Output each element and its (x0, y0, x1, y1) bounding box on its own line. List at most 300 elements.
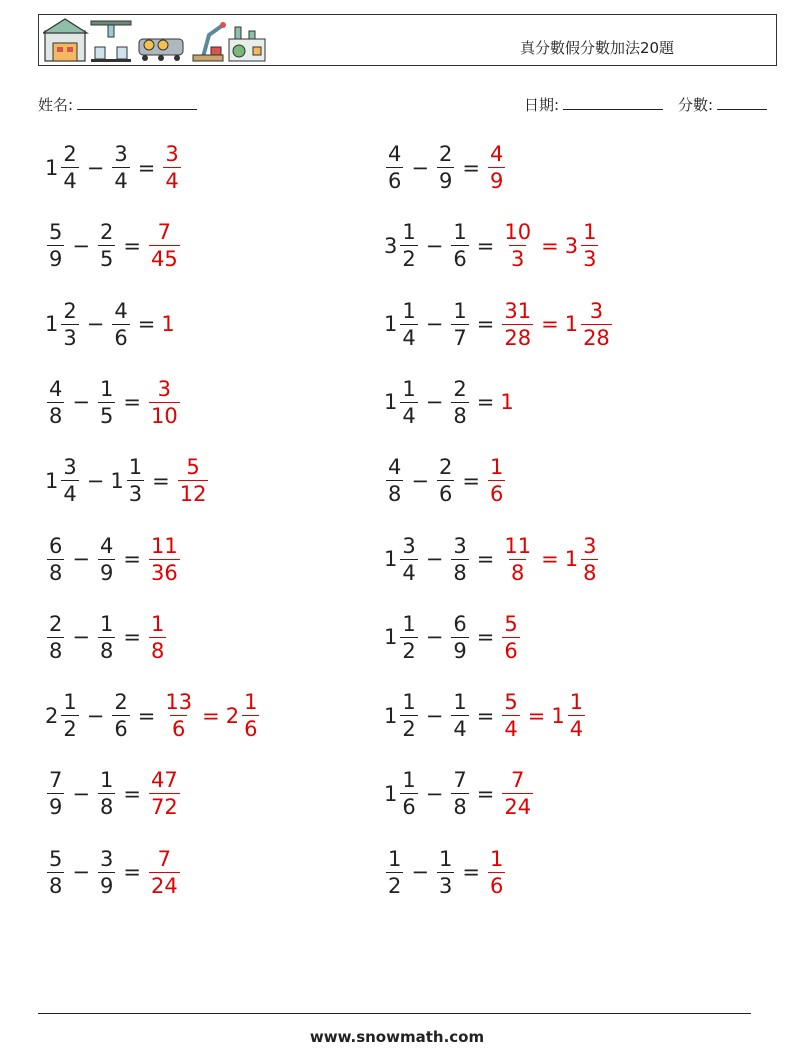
minus-sign: − (425, 703, 444, 728)
robot-arm-icon (193, 22, 226, 61)
operand-b-fraction (98, 533, 115, 585)
operand-a-numerator: 2 (63, 142, 77, 166)
operand-a-denominator: 8 (49, 403, 63, 428)
operand-a-fraction (47, 533, 64, 585)
operand-a-denominator: 6 (388, 169, 402, 193)
name-blank[interactable] (77, 94, 197, 110)
answer-part-denominator: 6 (504, 638, 518, 663)
operand-b-denominator: 3 (438, 873, 453, 898)
equals-sign: = (123, 233, 141, 258)
operand-b-denominator: 9 (453, 638, 467, 663)
operand-b-numerator: 4 (99, 533, 114, 558)
score-field[interactable] (678, 94, 767, 115)
answer-part-whole: 1 (564, 547, 579, 571)
problem-item (45, 684, 261, 748)
operand-b-fraction (451, 611, 468, 663)
answer-part-number (564, 298, 614, 350)
answer-part-numerator: 1 (489, 455, 504, 480)
name-label: 姓名: (38, 96, 74, 114)
operand-a-numerator: 4 (388, 455, 402, 480)
problem-item (45, 293, 176, 357)
answer-part-number (226, 692, 262, 740)
operand-a-fraction (47, 611, 64, 663)
answer-part-fraction (488, 144, 505, 192)
operand-b-number (449, 533, 470, 585)
operand-b-number (449, 770, 470, 818)
answer-part-fraction (581, 222, 598, 270)
answer-part-number (486, 846, 507, 898)
operand-b-number (110, 457, 146, 505)
operand-a-denominator: 4 (402, 560, 416, 585)
operand-a-numerator: 2 (49, 611, 63, 636)
equals-sign: = (462, 468, 480, 493)
operand-b-numerator: 3 (453, 533, 467, 558)
operand-b-number (96, 376, 117, 428)
operand-a-numerator: 1 (402, 298, 416, 323)
operand-b-number (110, 692, 131, 740)
operand-a-numerator: 5 (49, 220, 63, 245)
operand-b-numerator: 1 (128, 455, 143, 480)
answer-part-number (161, 692, 196, 740)
operand-a-number (45, 770, 66, 818)
operand-a-whole: 1 (384, 547, 398, 571)
minus-sign: − (411, 468, 429, 493)
answer-part-denominator: 10 (150, 403, 178, 428)
operand-b-denominator: 9 (438, 169, 453, 193)
answer-part-number (500, 533, 535, 585)
operand-a-denominator: 9 (49, 795, 63, 820)
answer-part-fraction (149, 376, 180, 428)
operand-b-denominator: 6 (453, 247, 467, 272)
answer-part-number (486, 457, 507, 505)
answer-part-denominator: 3 (583, 247, 597, 272)
equals-sign: = (123, 547, 141, 571)
answer-part-fraction (568, 692, 585, 740)
operand-b-numerator: 1 (453, 298, 467, 323)
operand-a-denominator: 8 (388, 482, 402, 507)
minus-sign: − (411, 155, 429, 180)
answer-part-numerator: 1 (583, 220, 597, 245)
operand-a-number (45, 222, 66, 270)
equals-sign: = (476, 781, 495, 806)
answer-part-number (565, 222, 601, 270)
answer-part-numerator: 3 (165, 142, 179, 166)
answer-part-number (500, 392, 514, 413)
answer-part-numerator: 13 (165, 690, 193, 715)
operand-a-denominator: 6 (402, 795, 416, 820)
operand-a-whole: 2 (45, 703, 59, 728)
problem-item (384, 762, 535, 826)
operand-a-number (45, 533, 66, 585)
answer-part-whole: 1 (500, 390, 514, 415)
equals-sign: = (476, 390, 495, 415)
equals-sign: = (462, 860, 480, 885)
problem-item (45, 762, 182, 826)
equals-sign: = (123, 390, 141, 415)
answer-part-fraction (149, 770, 180, 818)
answer-part-number (161, 314, 175, 335)
operand-b-number (449, 376, 470, 428)
answer (147, 376, 182, 428)
answer-equals-sign: = (541, 547, 559, 571)
operand-a-denominator: 9 (49, 247, 63, 272)
power-plant-icon (229, 27, 265, 61)
operand-a-number (384, 144, 405, 192)
operand-a-whole: 1 (45, 312, 59, 337)
operand-a-denominator: 2 (388, 873, 402, 898)
minus-sign: − (425, 233, 444, 258)
answer-part-numerator: 1 (150, 611, 165, 636)
operand-a-denominator: 8 (49, 560, 63, 585)
score-blank[interactable] (717, 94, 767, 110)
operand-b-denominator: 4 (453, 717, 467, 742)
operand-a-fraction (61, 692, 78, 740)
equals-sign: = (123, 781, 141, 806)
operand-b-fraction (112, 692, 129, 740)
equals-sign: = (476, 703, 495, 728)
operand-a-numerator: 1 (402, 376, 416, 401)
operand-b-denominator: 5 (99, 403, 114, 428)
answer-part-whole: 2 (225, 703, 240, 728)
answer (161, 692, 261, 740)
problem-item (384, 528, 600, 592)
answer-part-fraction (163, 144, 180, 192)
operand-b-fraction (451, 770, 468, 818)
operand-b-number (96, 533, 117, 585)
operand-b-fraction (451, 222, 468, 270)
answer-part-number (500, 222, 535, 270)
operand-b-denominator: 5 (99, 247, 114, 272)
operand-a-whole: 1 (384, 312, 398, 337)
operand-a-whole: 1 (384, 625, 398, 650)
operand-b-numerator: 1 (99, 376, 114, 401)
operand-a-numerator: 2 (63, 298, 77, 323)
minus-sign: − (72, 625, 90, 650)
minus-sign: − (425, 781, 444, 806)
operand-a-fraction (400, 298, 417, 350)
operand-a-fraction (386, 846, 403, 898)
answer-part-fraction (488, 846, 505, 898)
minus-sign: − (425, 312, 444, 337)
answer-part-fraction (149, 846, 180, 898)
problem-item (45, 841, 182, 905)
operand-b-number (110, 298, 131, 350)
minus-sign: − (72, 547, 90, 571)
operand-a-fraction (47, 222, 64, 270)
operand-a-numerator: 4 (49, 376, 63, 401)
score-label: 分數: (678, 96, 714, 114)
press-machine-icon (91, 21, 131, 62)
answer-part-number (500, 298, 535, 350)
operand-a-fraction (61, 144, 78, 192)
operand-a-number (384, 611, 420, 663)
operand-a-numerator: 6 (49, 533, 63, 558)
answer-part-denominator: 4 (504, 717, 518, 742)
answer-part-numerator: 7 (511, 768, 525, 793)
operand-a-denominator: 4 (402, 403, 416, 428)
operand-b-fraction (112, 298, 129, 350)
answer-part-numerator: 3 (589, 298, 604, 323)
operand-a-numerator: 1 (63, 690, 77, 715)
answer-part-number (500, 770, 535, 818)
answer-part-fraction (149, 533, 180, 585)
answer-equals-sign: = (527, 703, 546, 728)
operand-a-fraction (47, 846, 64, 898)
answer-part-number (551, 692, 587, 740)
answer-part-denominator: 6 (172, 717, 186, 742)
answer (147, 611, 168, 663)
operand-b-denominator: 9 (99, 560, 114, 585)
operand-b-number (449, 611, 470, 663)
operand-b-fraction (437, 144, 454, 192)
operand-a-numerator: 1 (388, 846, 402, 871)
problem-item (384, 684, 587, 748)
answer (486, 144, 507, 192)
operand-b-fraction (98, 611, 115, 663)
answer-part-numerator: 47 (150, 768, 178, 793)
operand-a-number (384, 770, 420, 818)
operand-a-denominator: 2 (402, 638, 416, 663)
operand-a-fraction (61, 457, 78, 505)
problem-item (384, 136, 507, 200)
operand-a-number (45, 144, 81, 192)
minus-sign: − (86, 468, 105, 493)
answer-part-denominator: 9 (489, 169, 504, 193)
equals-sign: = (123, 860, 141, 885)
operand-b-numerator: 6 (453, 611, 467, 636)
operand-b-fraction (112, 144, 129, 192)
operand-a-denominator: 2 (402, 717, 416, 742)
date-field[interactable] (524, 94, 663, 115)
answer (500, 222, 600, 270)
answer-part-denominator: 36 (150, 560, 178, 585)
operand-b-numerator: 4 (114, 298, 128, 323)
answer (500, 770, 535, 818)
operand-a-fraction (400, 611, 417, 663)
minus-sign: − (72, 390, 90, 415)
operand-a-number (45, 611, 66, 663)
equals-sign: = (462, 155, 480, 180)
equals-sign: = (476, 233, 495, 258)
operand-b-numerator: 2 (99, 220, 114, 245)
minus-sign: − (72, 781, 90, 806)
minus-sign: − (86, 155, 105, 180)
answer-part-numerator: 7 (157, 846, 172, 871)
answer (500, 611, 521, 663)
answer-part-number (161, 144, 182, 192)
operand-a-number (384, 457, 405, 505)
answer-part-number (147, 533, 182, 585)
answer-part-numerator: 11 (150, 533, 178, 558)
answer-part-number (147, 770, 182, 818)
answer-part-numerator: 7 (157, 220, 172, 245)
operand-b-number (435, 457, 456, 505)
problem-item (384, 606, 522, 670)
answer-part-number (147, 611, 168, 663)
equals-sign: = (152, 468, 170, 493)
operand-a-denominator: 4 (402, 325, 416, 350)
operand-b-fraction (98, 222, 115, 270)
conveyor-truck-icon (139, 39, 183, 61)
operand-b-fraction (451, 533, 468, 585)
operand-a-whole: 3 (384, 233, 398, 258)
header-illustration (43, 17, 269, 63)
problem-item (384, 293, 614, 357)
operand-b-fraction (98, 770, 115, 818)
answer-part-denominator: 6 (489, 482, 504, 507)
problem-item (45, 371, 182, 435)
answer-part-denominator: 6 (489, 873, 504, 898)
operand-a-fraction (47, 770, 64, 818)
name-field[interactable] (38, 94, 197, 115)
answer-part-numerator: 1 (489, 846, 504, 871)
operand-a-denominator: 8 (49, 873, 63, 898)
operand-b-number (110, 144, 131, 192)
operand-b-number (449, 222, 470, 270)
answer-part-fraction (502, 298, 533, 350)
answer-part-denominator: 28 (504, 325, 532, 350)
problem-item (45, 136, 183, 200)
minus-sign: − (411, 860, 429, 885)
operand-b-numerator: 1 (453, 690, 467, 715)
answer-part-numerator: 10 (504, 220, 532, 245)
operand-a-number (384, 376, 420, 428)
answer-part-numerator: 3 (157, 376, 172, 401)
answer-part-fraction (149, 222, 180, 270)
answer-part-numerator: 31 (504, 298, 532, 323)
answer (147, 846, 182, 898)
operand-b-denominator: 6 (438, 482, 453, 507)
answer-part-fraction (581, 298, 612, 350)
answer-part-number (176, 457, 211, 505)
operand-a-denominator: 2 (63, 717, 77, 742)
answer-part-numerator: 4 (489, 142, 504, 166)
answer (500, 392, 514, 413)
footer-divider (38, 1013, 751, 1014)
answer-part-fraction (488, 457, 505, 505)
operand-a-number (45, 846, 66, 898)
answer-part-number (486, 144, 507, 192)
problem-item (45, 449, 210, 513)
operand-b-denominator: 6 (114, 717, 128, 742)
operand-a-fraction (386, 144, 403, 192)
answer-part-numerator: 5 (504, 690, 518, 715)
operand-b-denominator: 8 (99, 638, 114, 663)
operand-a-numerator: 1 (402, 768, 416, 793)
answer-part-number (500, 692, 521, 740)
equals-sign: = (123, 625, 141, 650)
operand-b-fraction (98, 376, 115, 428)
operand-b-number (96, 222, 117, 270)
operand-b-fraction (437, 846, 454, 898)
answer-part-numerator: 5 (504, 611, 518, 636)
minus-sign: − (425, 390, 444, 415)
operand-a-denominator: 8 (49, 638, 63, 663)
answer-part-denominator: 24 (150, 873, 178, 898)
answer-part-numerator: 5 (186, 455, 200, 480)
answer-part-fraction (242, 692, 259, 740)
answer-part-fraction (502, 533, 533, 585)
operand-b-number (96, 770, 117, 818)
operand-b-numerator: 2 (453, 376, 467, 401)
operand-a-number (384, 298, 420, 350)
minus-sign: − (86, 703, 105, 728)
problem-item (45, 214, 182, 278)
equals-sign: = (137, 703, 156, 728)
factory-building-icon (43, 19, 87, 61)
operand-a-denominator: 3 (63, 325, 77, 350)
operand-a-whole: 1 (384, 781, 398, 806)
answer (147, 770, 182, 818)
operand-a-numerator: 1 (402, 690, 416, 715)
answer-part-denominator: 4 (165, 169, 179, 193)
operand-a-number (384, 846, 405, 898)
answer-part-denominator: 6 (244, 717, 258, 742)
operand-b-denominator: 8 (453, 403, 467, 428)
problem-item (384, 449, 507, 513)
operand-a-whole: 1 (45, 155, 59, 180)
worksheet-title: 真分數假分數加法20題 (519, 39, 675, 57)
operand-b-number (435, 846, 456, 898)
problem-item (384, 841, 507, 905)
operand-a-denominator: 2 (402, 247, 416, 272)
problem-item (45, 528, 182, 592)
answer-part-fraction (502, 611, 519, 663)
operand-b-numerator: 1 (99, 611, 114, 636)
operand-a-number (45, 457, 81, 505)
answer-part-whole: 1 (564, 312, 579, 337)
answer (500, 692, 587, 740)
equals-sign: = (476, 547, 495, 571)
operand-a-denominator: 4 (63, 169, 77, 193)
answer-part-fraction (149, 611, 166, 663)
operand-b-whole: 1 (110, 468, 124, 493)
answer-part-numerator: 1 (244, 690, 258, 715)
equals-sign: = (476, 312, 495, 337)
answer (161, 314, 175, 335)
answer (500, 533, 600, 585)
operand-a-number (45, 692, 81, 740)
operand-b-numerator: 1 (99, 768, 114, 793)
operand-b-number (449, 692, 470, 740)
answer-part-denominator: 28 (583, 325, 610, 350)
problem-item (384, 214, 600, 278)
operand-b-number (449, 298, 470, 350)
operand-a-fraction (400, 533, 417, 585)
answer-part-number (500, 611, 521, 663)
operand-a-numerator: 1 (402, 220, 416, 245)
operand-b-numerator: 1 (438, 846, 453, 871)
operand-a-number (384, 533, 420, 585)
operand-b-numerator: 2 (438, 455, 453, 480)
operand-a-number (45, 298, 81, 350)
operand-a-numerator: 1 (402, 611, 416, 636)
answer (147, 222, 182, 270)
answer-equals-sign: = (202, 703, 220, 728)
answer (147, 533, 182, 585)
operand-b-number (96, 846, 117, 898)
answer-equals-sign: = (541, 312, 559, 337)
answer-part-denominator: 8 (150, 638, 165, 663)
operand-b-fraction (451, 298, 468, 350)
operand-b-fraction (451, 692, 468, 740)
date-blank[interactable] (563, 94, 663, 110)
operand-b-fraction (451, 376, 468, 428)
operand-b-numerator: 2 (438, 142, 453, 166)
answer-part-fraction (178, 457, 209, 505)
minus-sign: − (72, 860, 90, 885)
operand-b-denominator: 8 (99, 795, 114, 820)
